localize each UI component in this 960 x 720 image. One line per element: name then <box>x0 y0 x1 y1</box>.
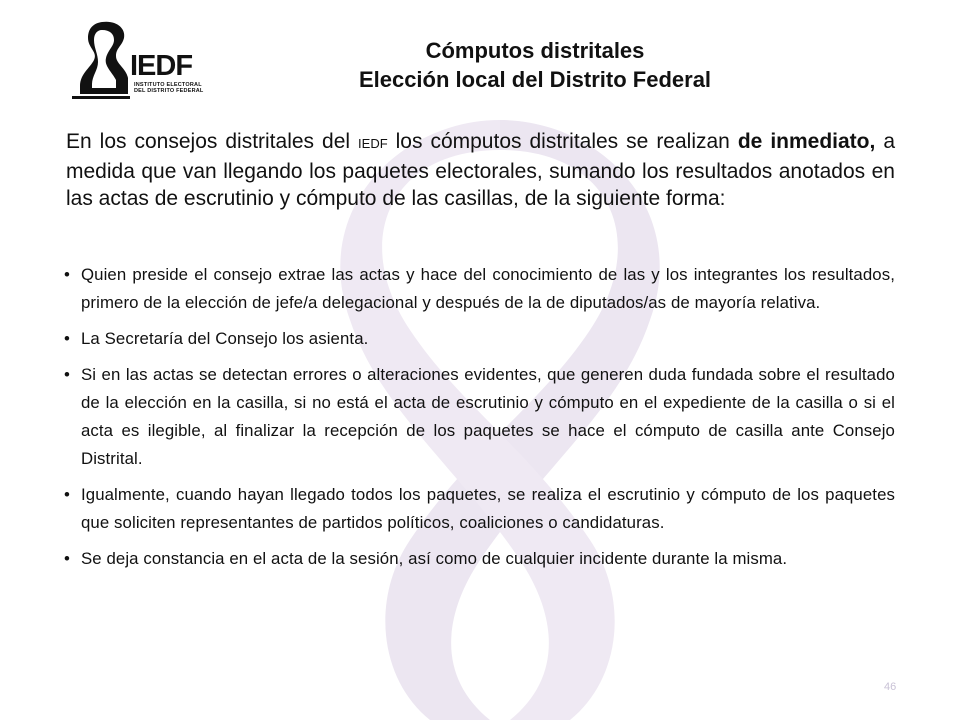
intro-text: a medida que van llegando los paquetes electorales, sumando los resultados anotados en las actas de escrutinio y cómputo de las casillas, de la siguiente forma: <box>66 130 896 210</box>
list-item <box>64 261 895 317</box>
bullet-dot-icon: • <box>64 265 70 284</box>
list-item <box>64 325 895 353</box>
bullet-text: Quien preside el consejo extrae las actas y hace del conocimiento de las y los integrantes los resultados, primero de la elección de jefe/a delegacional y después de la de diputados/as de mayoría relativa. <box>81 265 895 312</box>
logo-subtitle-line: DEL DISTRITO FEDERAL <box>134 88 204 94</box>
logo-subtitle-line: INSTITUTO ELECTORAL <box>134 82 202 88</box>
list-item <box>64 361 895 473</box>
title-line-1: Cómputos distritales <box>425 38 645 63</box>
logo-subtitle <box>134 82 204 94</box>
intro-text: En los consejos distritales del <box>66 130 359 153</box>
intro-paragraph <box>66 128 895 213</box>
page-number: 46 <box>884 681 897 693</box>
intro-text: los cómputos distritales se realizan <box>387 130 738 153</box>
bullet-list <box>64 261 895 581</box>
bullet-dot-icon: • <box>64 365 70 384</box>
bullet-dot-icon: • <box>64 485 70 504</box>
bullet-dot-icon: • <box>64 329 70 348</box>
bullet-text: La Secretaría del Consejo los asienta. <box>81 329 369 348</box>
slide-title <box>240 36 830 94</box>
intro-emphasis: de inmediato, <box>737 130 876 153</box>
intro-acronym: IEDF <box>358 136 388 151</box>
title-line-2: Elección local del Distrito Federal <box>358 67 712 92</box>
iedf-logo <box>72 18 208 100</box>
logo-wordmark: IEDF <box>130 50 193 82</box>
bullet-text: Igualmente, cuando hayan llegado todos los paquetes, se realiza el escrutinio y cómputo de los paquetes que soliciten representantes de partidos políticos, coaliciones o candidaturas. <box>81 485 895 532</box>
list-item <box>64 481 895 537</box>
bullet-dot-icon: • <box>64 549 70 568</box>
bullet-text: Si en las actas se detectan errores o alteraciones evidentes, que generen duda fundada sobre el resultado de la elección en la casilla, si no está el acta de escrutinio y cómputo en el expediente de la casilla o si el acta es ilegible, al finalizar la recepción de los paquetes se hace el cómputo de casilla ante Consejo Distrital. <box>81 365 895 468</box>
bullet-text: Se deja constancia en el acta de la sesión, así como de cualquier incidente durante la misma. <box>81 549 788 568</box>
list-item <box>64 545 895 573</box>
